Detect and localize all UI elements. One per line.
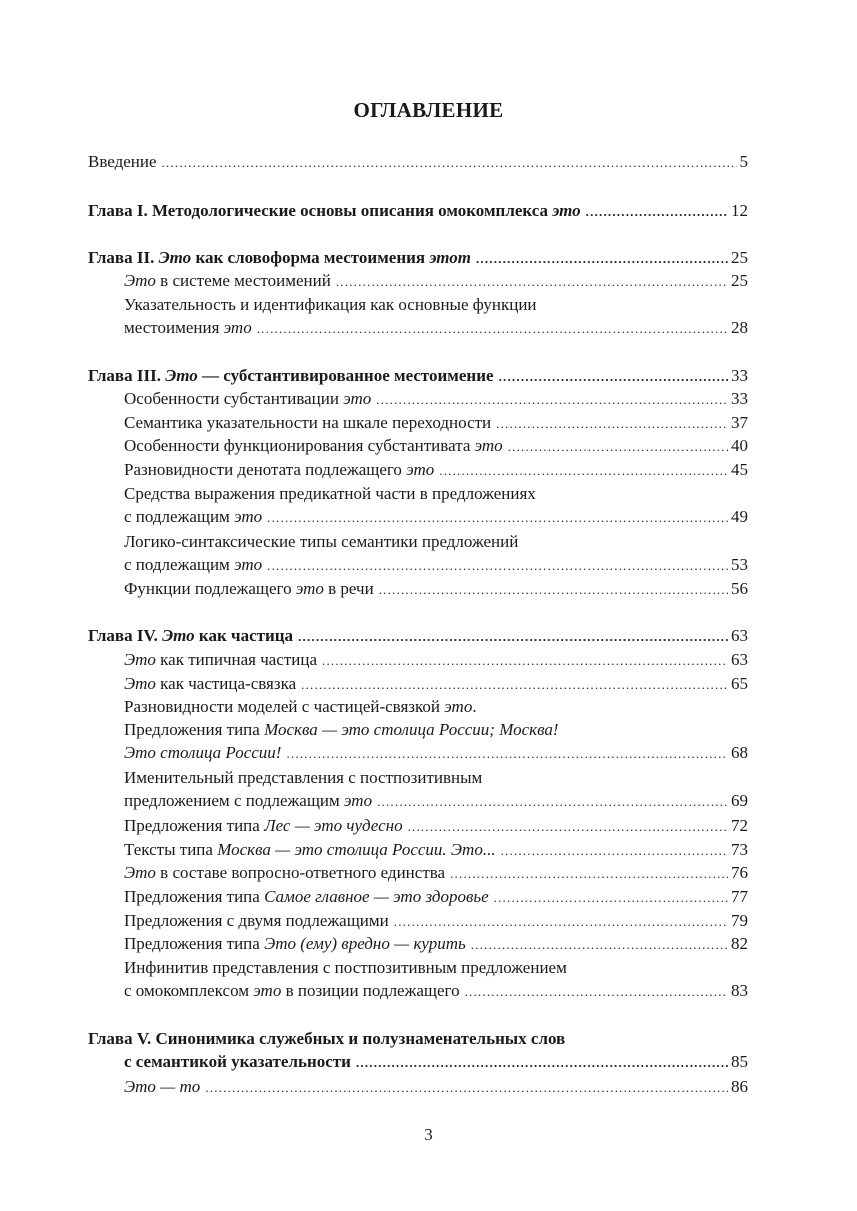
page-title: ОГЛАВЛЕНИЕ	[353, 98, 504, 122]
dot-leader	[465, 980, 728, 1003]
toc-entry-text: Глава V. Синонимика служебных и полузнаменательных слов	[88, 1029, 566, 1048]
dot-leader	[377, 790, 728, 813]
toc-page-number: 45	[731, 460, 748, 479]
toc-page-number: 33	[731, 389, 748, 408]
toc-page-number: 72	[731, 816, 748, 835]
dot-leader	[267, 554, 728, 577]
toc-section[interactable]	[124, 482, 748, 528]
toc-entry-text: Предложения типа Лес — это чудесно	[124, 816, 403, 835]
toc-section[interactable]	[124, 458, 748, 481]
toc-section[interactable]	[124, 956, 748, 1002]
dot-leader	[379, 578, 728, 601]
dot-leader	[471, 933, 728, 956]
toc-section[interactable]	[124, 885, 748, 908]
toc-page-number: 65	[731, 674, 748, 693]
toc-entry-text: с семантикой указательности	[124, 1052, 351, 1071]
dot-leader	[501, 839, 728, 862]
dot-leader	[494, 886, 728, 909]
dot-leader	[162, 151, 737, 174]
toc-page-number: 77	[731, 887, 748, 906]
toc-section[interactable]	[124, 861, 748, 884]
toc-page-number: 12	[731, 201, 748, 220]
toc-page-number: 49	[731, 507, 748, 526]
dot-leader	[450, 862, 728, 885]
toc-entry-text: Семантика указательности на шкале переходности	[124, 413, 492, 432]
dot-leader	[439, 459, 728, 482]
toc-section[interactable]	[124, 932, 748, 955]
toc-entry-text: предложением с подлежащим это	[124, 791, 373, 810]
toc-intro[interactable]	[88, 150, 748, 173]
toc-section[interactable]	[124, 434, 748, 457]
toc-entry-text: местоимения это	[124, 318, 252, 337]
toc-section[interactable]	[124, 814, 748, 837]
toc-section[interactable]	[124, 387, 748, 410]
dot-leader	[298, 625, 728, 648]
toc-page-number: 25	[731, 248, 748, 267]
toc-section[interactable]	[124, 838, 748, 861]
page-number: 3	[424, 1125, 433, 1144]
toc-chapter[interactable]	[88, 364, 748, 387]
dot-leader	[267, 506, 728, 529]
dot-leader	[499, 365, 728, 388]
toc-entry-text: Разновидности моделей с частицей-связкой это.	[124, 697, 477, 716]
toc-entry-text: Тексты типа Москва — это столица России. Это...	[124, 840, 496, 859]
toc-entry-text: Особенности функционирования субстантивата это	[124, 436, 503, 455]
dot-leader	[394, 910, 728, 933]
dot-leader	[336, 270, 728, 293]
toc-entry-text: Инфинитив представления с постпозитивным предложением	[124, 958, 567, 977]
dot-leader	[356, 1051, 728, 1074]
toc-section[interactable]	[124, 648, 748, 671]
toc-entry-text: Именительный представления с постпозитивным	[124, 768, 483, 787]
toc-page-number: 33	[731, 366, 748, 385]
toc-page-number: 63	[731, 650, 748, 669]
toc-entry-text: Логико-синтаксические типы семантики предложений	[124, 532, 519, 551]
dot-leader	[496, 412, 728, 435]
toc-entry-text: Это как частица-связка	[124, 674, 297, 693]
toc-entry-text: Глава III. Это — субстантивированное местоимение	[88, 366, 494, 385]
dot-leader	[408, 815, 728, 838]
toc-page-number: 86	[731, 1077, 748, 1096]
toc-entry-text: Введение	[88, 152, 157, 171]
toc-page-number: 73	[731, 840, 748, 859]
toc-entry-text: Глава IV. Это как частица	[88, 626, 294, 645]
toc-entry-text: с подлежащим это	[124, 507, 263, 526]
toc-entry-text: с омокомплексом это в позиции подлежащего	[124, 981, 460, 1000]
toc-section[interactable]	[124, 672, 748, 695]
dot-leader	[205, 1076, 728, 1099]
toc-page-number: 76	[731, 863, 748, 882]
toc-entry-text: Предложения типа Москва — это столица России; Москва!	[124, 720, 559, 739]
toc-page-number: 28	[731, 318, 748, 337]
dot-leader	[257, 317, 728, 340]
toc-page-number: 85	[731, 1052, 748, 1071]
toc-page-number: 40	[731, 436, 748, 455]
toc-page-number: 5	[739, 152, 748, 171]
toc-page-number: 82	[731, 934, 748, 953]
toc-page-number: 79	[731, 911, 748, 930]
toc-entry-text: Предложения типа Это (ему) вредно — курить	[124, 934, 466, 953]
toc-entry-text: Это в составе вопросно-ответного единства	[124, 863, 446, 882]
toc-page-number: 37	[731, 413, 748, 432]
toc-entry-text: Особенности субстантивации это	[124, 389, 372, 408]
toc-section[interactable]	[124, 411, 748, 434]
toc-section[interactable]	[124, 766, 748, 812]
toc-page-number: 25	[731, 271, 748, 290]
toc-page-number: 83	[731, 981, 748, 1000]
dot-leader	[301, 673, 728, 696]
toc-entry-text: Предложения типа Самое главное — это здоровье	[124, 887, 489, 906]
toc-entry-text: Указательность и идентификация как основные функции	[124, 295, 537, 314]
toc-page-number: 63	[731, 626, 748, 645]
toc-page-number: 69	[731, 791, 748, 810]
toc-section[interactable]	[124, 269, 748, 292]
toc-entry-text: Это в системе местоимений	[124, 271, 331, 290]
toc-entry-text: Функции подлежащего это в речи	[124, 579, 374, 598]
toc-entry-text: Это как типичная частица	[124, 650, 318, 669]
dot-leader	[322, 649, 728, 672]
toc-entry-text: Предложения с двумя подлежащими	[124, 911, 389, 930]
toc-entry-text: Разновидности денотата подлежащего это	[124, 460, 435, 479]
dot-leader	[586, 200, 728, 223]
toc-entry-text: Средства выражения предикатной части в предложениях	[124, 484, 536, 503]
toc-section[interactable]	[124, 695, 748, 764]
toc-page-number: 53	[731, 555, 748, 574]
toc-section[interactable]	[124, 293, 748, 339]
toc-entry-text: Это столица России!	[124, 743, 282, 762]
dot-leader	[508, 435, 728, 458]
toc-chapter[interactable]	[88, 199, 748, 222]
toc-entry-text: Глава II. Это как словоформа местоимения этот	[88, 248, 471, 267]
toc-page-number: 68	[731, 743, 748, 762]
toc-chapter[interactable]	[88, 1027, 748, 1073]
toc-entry-text: с подлежащим это	[124, 555, 263, 574]
dot-leader	[476, 247, 728, 270]
dot-leader	[376, 388, 728, 411]
toc-section[interactable]	[124, 909, 748, 932]
dot-leader	[286, 742, 728, 765]
toc-section[interactable]	[124, 577, 748, 600]
toc-entry-text: Это — то	[124, 1077, 201, 1096]
toc-chapter[interactable]	[88, 246, 748, 269]
toc-chapter[interactable]	[88, 624, 748, 647]
toc-section[interactable]	[124, 1075, 748, 1098]
toc-entry-text: Глава I. Методологические основы описания омокомплекса это	[88, 201, 581, 220]
toc-page-number: 56	[731, 579, 748, 598]
toc-section[interactable]	[124, 530, 748, 576]
